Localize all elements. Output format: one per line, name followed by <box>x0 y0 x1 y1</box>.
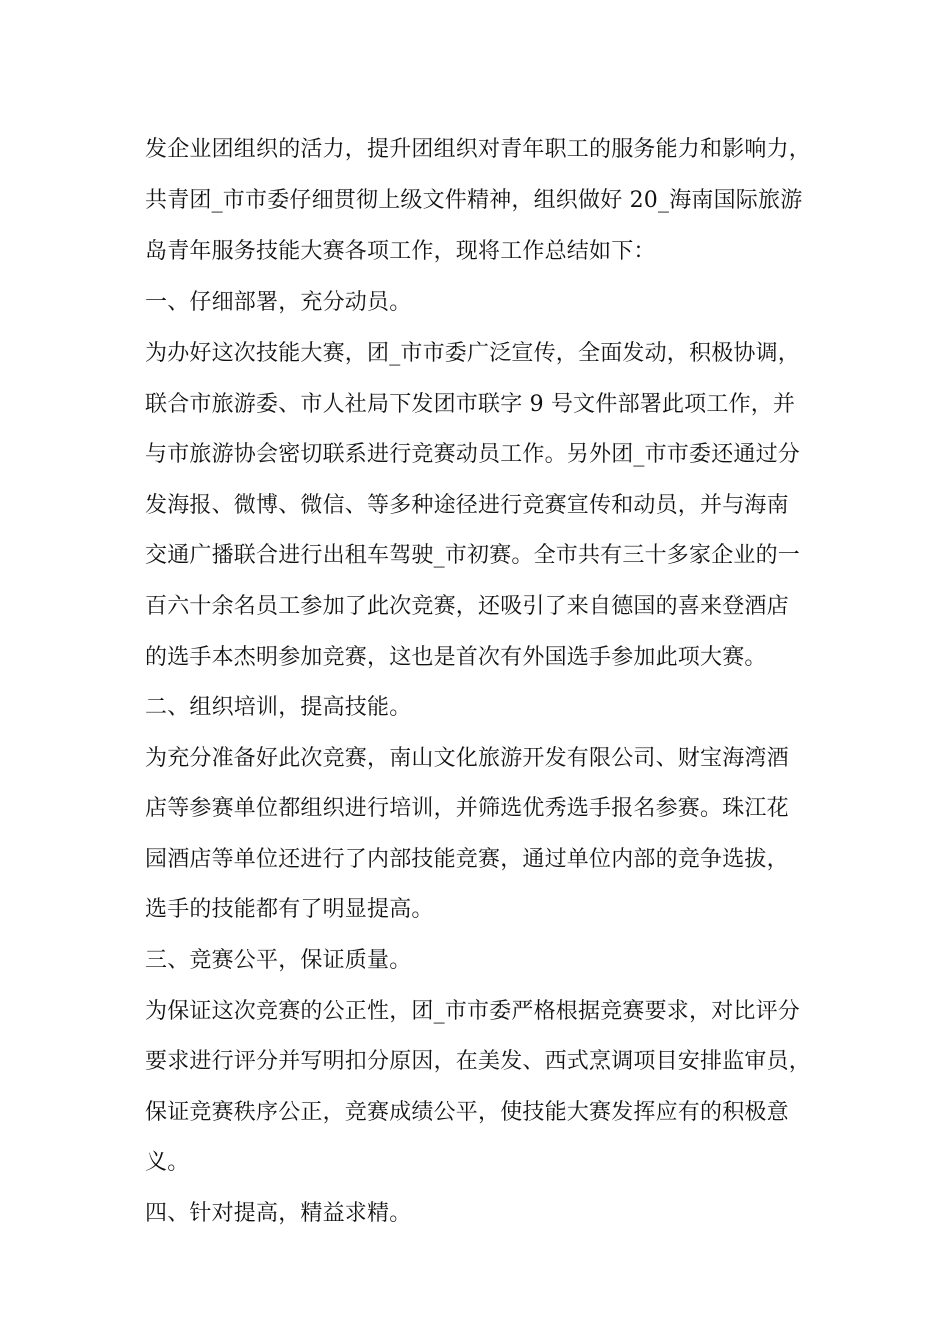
text-line: 岛青年服务技能大赛各项工作，现将工作总结如下： <box>145 239 656 264</box>
text-line: 联合市旅游委、市人社局下发团市联字 9 号文件部署此项工作，并 <box>145 392 796 417</box>
text-line: 发海报、微博、微信、等多种途径进行竞赛宣传和动员，并与海南 <box>145 493 789 518</box>
text-line: 园酒店等单位还进行了内部技能竞赛，通过单位内部的竞争选拔， <box>145 847 789 872</box>
text-line: 与市旅游协会密切联系进行竞赛动员工作。另外团_市市委还通过分 <box>145 442 801 467</box>
text-line: 选手的技能都有了明显提高。 <box>145 897 434 922</box>
text-line: 义。 <box>145 1150 190 1175</box>
text-line: 为充分准备好此次竞赛，南山文化旅游开发有限公司、财宝海湾酒 <box>145 746 789 771</box>
text-line: 交通广播联合进行出租车驾驶_市初赛。全市共有三十多家企业的一 <box>145 543 801 568</box>
section-heading: 一、仔细部署，充分动员。 <box>145 290 412 315</box>
text-line: 为保证这次竞赛的公正性，团_市市委严格根据竞赛要求，对比评分 <box>145 999 801 1024</box>
section-heading: 四、针对提高，精益求精。 <box>145 1201 412 1226</box>
text-line: 保证竞赛秩序公正，竞赛成绩公平，使技能大赛发挥应有的积极意 <box>145 1100 789 1125</box>
text-line: 店等参赛单位都组织进行培训，并筛选优秀选手报名参赛。珠江花 <box>145 796 789 821</box>
text-line: 要求进行评分并写明扣分原因，在美发、西式烹调项目安排监审员， <box>145 1049 812 1074</box>
text-line: 的选手本杰明参加竞赛，这也是首次有外国选手参加此项大赛。 <box>145 645 767 670</box>
text-line: 百六十余名员工参加了此次竞赛，还吸引了来自德国的喜来登酒店 <box>145 594 789 619</box>
section-heading: 二、组织培训，提高技能。 <box>145 695 412 720</box>
text-line: 共青团_市市委仔细贯彻上级文件精神，组织做好 20_海南国际旅游 <box>145 188 803 213</box>
text-line: 为办好这次技能大赛，团_市市委广泛宣传，全面发动，积极协调， <box>145 341 801 366</box>
section-heading: 三、竞赛公平，保证质量。 <box>145 948 412 973</box>
text-line: 发企业团组织的活力，提升团组织对青年职工的服务能力和影响力， <box>145 137 812 162</box>
